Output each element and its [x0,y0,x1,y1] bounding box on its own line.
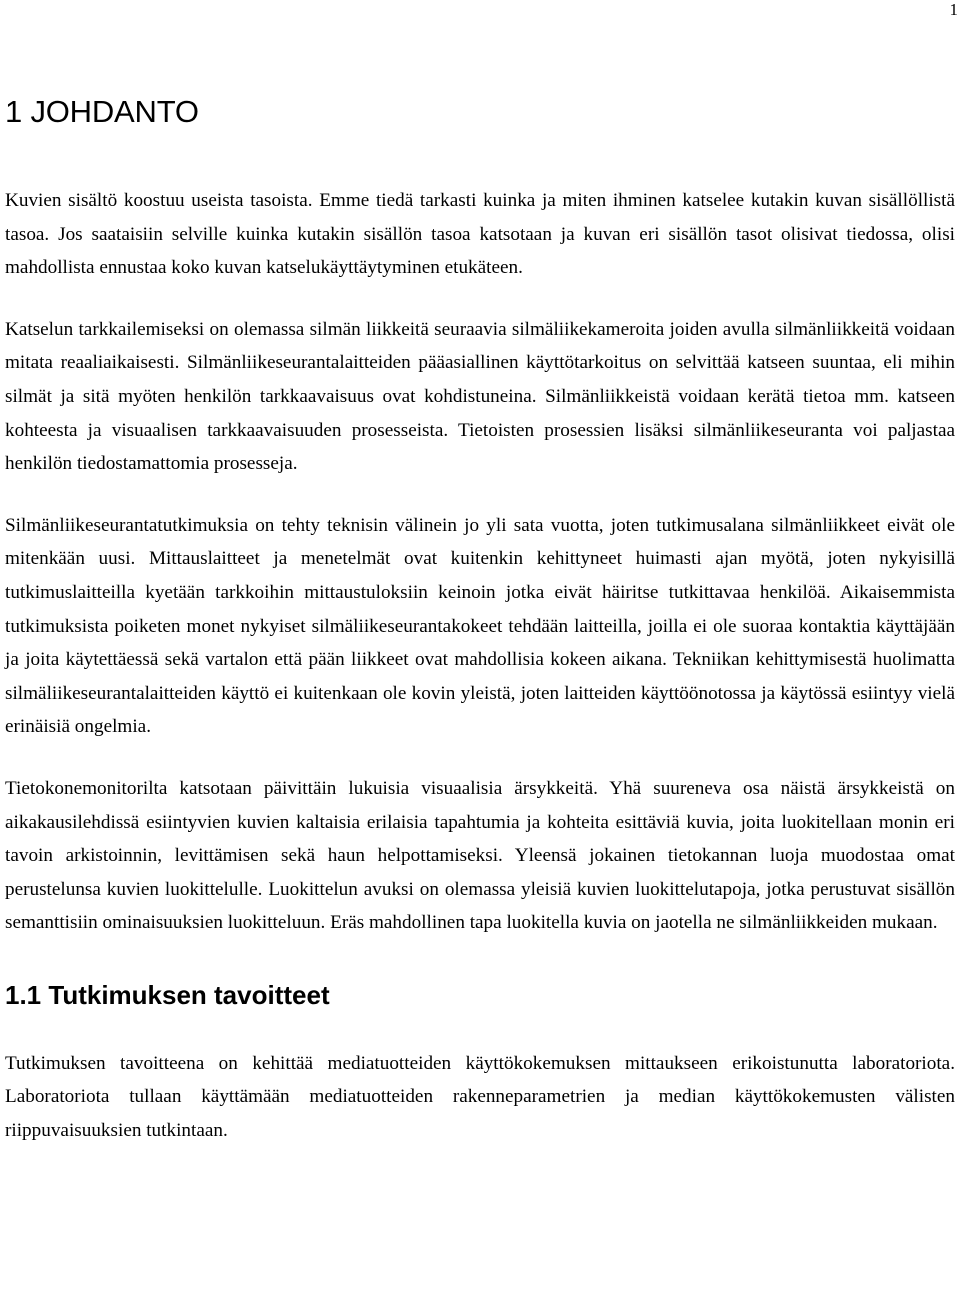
intro-paragraph-2: Katselun tarkkailemiseksi on olemassa silmän liikkeitä seuraavia silmäliikekameroita joiden avulla silmänliikkeitä voidaan mitata reaaliaikaisesti. Silmänliikeseurantalaitteiden pääasiallinen käyttötarkoitus on selvittää katseen suuntaa, eli mihin silmät ja sitä myöten henkilön tarkkaavaisuus ovat kohdistuneina. Silmänliikkeistä voidaan kerätä tietoa mm. katseen kohteesta ja visuaalisen tarkkaavaisuuden prosesseista. Tietoisten prosessien lisäksi silmänliikeseuranta voi paljastaa henkilön tiedostamattomia prosesseja. [5,318,955,475]
page-number: 1 [949,0,958,19]
intro-paragraph-3: Silmänliikeseurantatutkimuksia on tehty teknisin välinein jo yli sata vuotta, joten tutkimusalana silmänliikkeet eivät ole mitenkään uusi. Mittauslaitteet ja menetelmät ovat kuitenkin kehittyneet huimasti ajan myötä, joten nykyisillä tutkimuslaitteilla kyetään tarkkoihin mittaustuloksiin keinoin jotka eivät häiritse tutkittavaa henkilöä. Aikaisemmista tutkimuksista poiketen monet nykyiset silmäliikeseurantakokeet tehdään laitteilla, joilla ei ole suoraa kontaktia käyttäjään ja joita käytettäessä sekä vartalon että pään liikkeet ovat mahdollisia kokeen aikana. Tekniikan kehittymisestä huolimatta silmäliikeseurantalaitteiden käyttö ei kuitenkaan ole kovin yleistä, joten laitteiden käyttöönotossa ja käytössä esiintyy vielä erinäisiä ongelmia. [5,514,955,738]
chapter-heading: 1 JOHDANTO [5,94,199,129]
page-content [5,92,955,1148]
goals-paragraph-1: Tutkimuksen tavoitteena on kehittää mediatuotteiden käyttökokemuksen mittaukseen erikoistunutta laboratoriota. Laboratoriota tullaan käyttämään mediatuotteiden rakenneparametrien ja median käyttökokemusten välisten riippuvaisuuksien tutkintaan. [5,1052,955,1142]
intro-paragraph-1: Kuvien sisältö koostuu useista tasoista. Emme tiedä tarkasti kuinka ja miten ihminen katselee kutakin kuvan sisällöllistä tasoa. Jos saataisiin selville kuinka kutakin sisällön tasoa katsotaan ja kuvan eri sisällön tasot olisivat tiedossa, olisi mahdollista ennustaa koko kuvan katselukäyttäytyminen etukäteen. [5,190,955,279]
section-heading: 1.1 Tutkimuksen tavoitteet [5,979,330,1010]
intro-paragraph-4: Tietokonemonitorilta katsotaan päivittäin lukuisia visuaalisia ärsykkeitä. Yhä suureneva osa näistä ärsykkeistä on aikakausilehdissä esiintyvien kuvien kaltaisia erilaisia tapahtumia ja kohteita esittäviä kuvia, joita luokitellaan monin eri tavoin arkistoinnin, levittämisen sekä haun helpottamiseksi. Yleensä jokainen tietokannan luoja muodostaa omat perustelunsa kuvien luokittelulle. Luokittelun avuksi on olemassa yleisiä kuvien luokittelutapoja, jotka perustuvat sisällön semanttisiin ominaisuuksien luokitteluun. Eräs mahdollinen tapa luokitella kuvia on jaotella ne silmänliikkeiden mukaan. [5,777,955,934]
